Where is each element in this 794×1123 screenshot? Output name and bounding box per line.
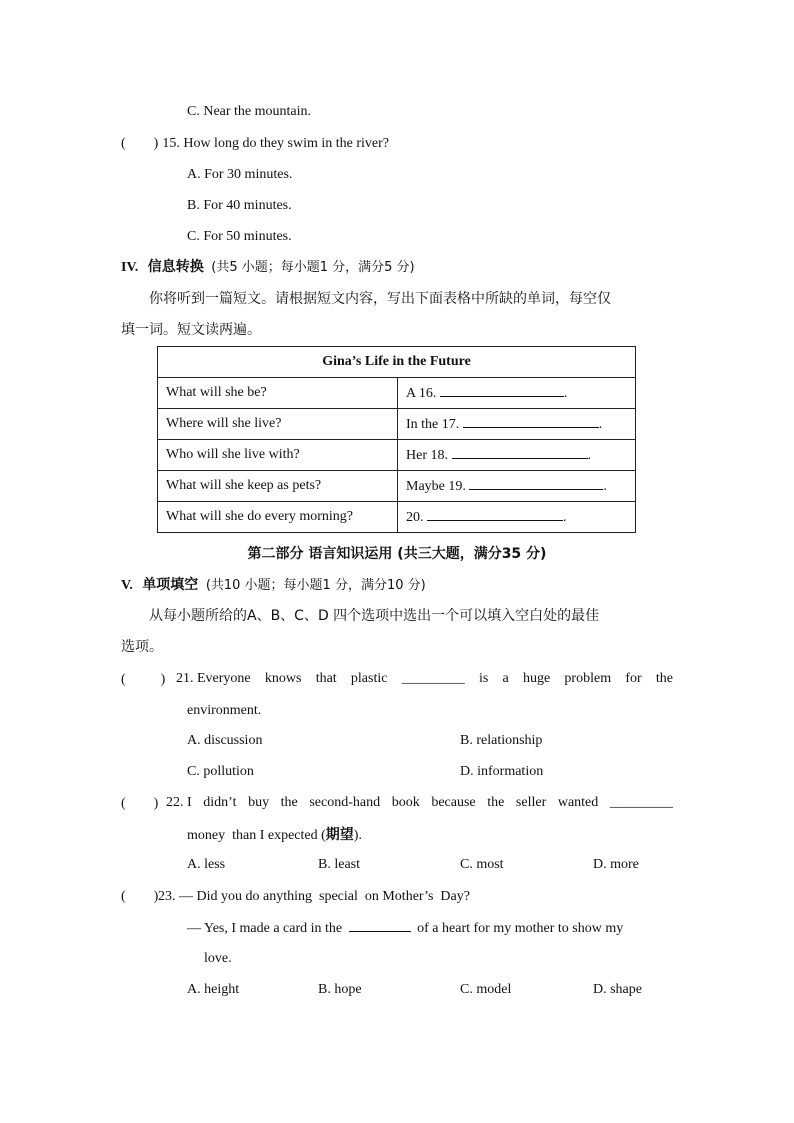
table-answer: Maybe 19. . [398, 471, 636, 502]
section-4-title: 信息转换 [147, 259, 204, 275]
q21-word: the [655, 671, 673, 686]
q23-option-c[interactable]: C. model [460, 982, 512, 997]
table-answer: 20. . [398, 502, 636, 533]
section-5-title: 单项填空 [142, 577, 199, 593]
q22-word: the [280, 795, 298, 810]
q21-option-a[interactable]: A. discussion [187, 733, 263, 748]
q22-line-2 [187, 826, 362, 845]
section-5-instruction-1: 从每小题所给的A、B、C、D 四个选项中选出一个可以填入空白处的最佳 [149, 608, 600, 624]
q22-line-1 [166, 795, 673, 811]
q15-option-c: C. For 50 minutes. [187, 229, 292, 244]
q21-word: huge [522, 671, 551, 686]
section-4-number: IV. [121, 260, 139, 275]
table-row [158, 502, 636, 533]
q22-word: seller [515, 795, 547, 810]
q23-line-1: 23. — Did you do anything special on Mother’s Day? [158, 889, 470, 904]
q22-chinese-gloss: 期望 [325, 827, 354, 843]
q23-blank[interactable] [349, 919, 411, 932]
answer-bracket[interactable]: ( ) [121, 136, 159, 151]
q15-option-b: B. For 40 minutes. [187, 198, 292, 213]
q23-option-b[interactable]: B. hope [318, 982, 362, 997]
section-4-instruction-1: 你将听到一篇短文。请根据短文内容，写出下面表格中所缺的单词，每空仅 [149, 291, 611, 307]
q23-text: of a heart for my mother to show my [417, 921, 624, 936]
answer-number: 20. [406, 510, 424, 525]
q21-word: 21. Everyone [176, 671, 251, 686]
q23-line-2 [187, 919, 623, 938]
q21-word: knows [264, 671, 302, 686]
answer-blank-16[interactable] [440, 384, 564, 397]
q21-word: is [478, 671, 489, 686]
q21-blank[interactable]: _________ [401, 671, 465, 686]
section-5-number: V. [121, 578, 133, 593]
q23-option-d[interactable]: D. shape [593, 982, 642, 997]
q22-word: second-hand [309, 795, 381, 810]
table-answer: A 16. . [398, 378, 636, 409]
answer-number: Maybe 19. [406, 479, 466, 494]
q22-option-c[interactable]: C. most [460, 857, 504, 872]
answer-blank-19[interactable] [469, 477, 603, 490]
answer-number: Her 18. [406, 448, 448, 463]
q21-word: problem [564, 671, 612, 686]
q21-line-2: environment. [187, 703, 262, 718]
answer-bracket[interactable]: ( ) [121, 889, 159, 904]
table-question: What will she do every morning? [158, 502, 398, 533]
answer-number: In the 17. [406, 417, 460, 432]
q22-text: ). [353, 828, 362, 843]
q22-word: wanted [557, 795, 599, 810]
answer-bracket[interactable]: ( ) [121, 796, 159, 811]
table-row [158, 378, 636, 409]
q22-word: book [391, 795, 420, 810]
answer-blank-17[interactable] [463, 415, 599, 428]
q23-option-a[interactable]: A. height [187, 982, 240, 997]
section-5-instruction-2: 选项。 [121, 639, 163, 655]
q21-word: plastic [350, 671, 388, 686]
info-table [157, 346, 636, 533]
section-4-instruction-2: 填一词。短文读两遍。 [121, 322, 261, 338]
q22-text: money than I expected ( [187, 828, 326, 843]
table-question: What will she be? [158, 378, 398, 409]
section-4-note: (共5 小题；每小题1 分，满分5 分) [211, 260, 415, 275]
table-answer: In the 17. . [398, 409, 636, 440]
section-5-heading [121, 576, 426, 595]
part-2-heading: 第二部分 语言知识运用 (共三大题，满分35 分) [247, 546, 547, 562]
answer-blank-20[interactable] [427, 508, 563, 521]
q22-blank[interactable]: _________ [609, 795, 673, 810]
q22-word: because [431, 795, 476, 810]
table-question: What will she keep as pets? [158, 471, 398, 502]
q22-option-a[interactable]: A. less [187, 857, 226, 872]
q22-option-b[interactable]: B. least [318, 857, 360, 872]
table-question: Where will she live? [158, 409, 398, 440]
section-4-heading [121, 258, 415, 277]
table-row [158, 440, 636, 471]
q21-option-c[interactable]: C. pollution [187, 764, 254, 779]
q21-word: a [502, 671, 509, 686]
q23-line-3: love. [204, 951, 232, 966]
q21-option-b[interactable]: B. relationship [460, 733, 543, 748]
q21-word: for [625, 671, 642, 686]
q15-stem: 15. How long do they swim in the river? [162, 136, 390, 151]
table-title: Gina’s Life in the Future [158, 347, 636, 378]
q22-word: didn’t [203, 795, 237, 810]
table-title-row [158, 347, 636, 378]
table-answer: Her 18. . [398, 440, 636, 471]
answer-blank-18[interactable] [452, 446, 588, 459]
answer-bracket[interactable]: ( ) [121, 672, 166, 687]
q22-word: buy [248, 795, 270, 810]
table-row [158, 471, 636, 502]
q21-line-1 [176, 671, 673, 687]
q23-text: — Yes, I made a card in the [187, 921, 343, 936]
q15-option-a: A. For 30 minutes. [187, 167, 293, 182]
q15-stem-row [121, 135, 389, 153]
q22-word: the [487, 795, 505, 810]
section-5-note: (共10 小题；每小题1 分，满分10 分) [205, 578, 426, 593]
table-row [158, 409, 636, 440]
q22-word: 22. I [166, 795, 192, 810]
q22-option-d[interactable]: D. more [593, 857, 639, 872]
q21-option-d[interactable]: D. information [460, 764, 544, 779]
table-question: Who will she live with? [158, 440, 398, 471]
answer-number: A 16. [406, 386, 437, 401]
q21-word: that [315, 671, 337, 686]
q14-option-c: C. Near the mountain. [187, 104, 312, 119]
